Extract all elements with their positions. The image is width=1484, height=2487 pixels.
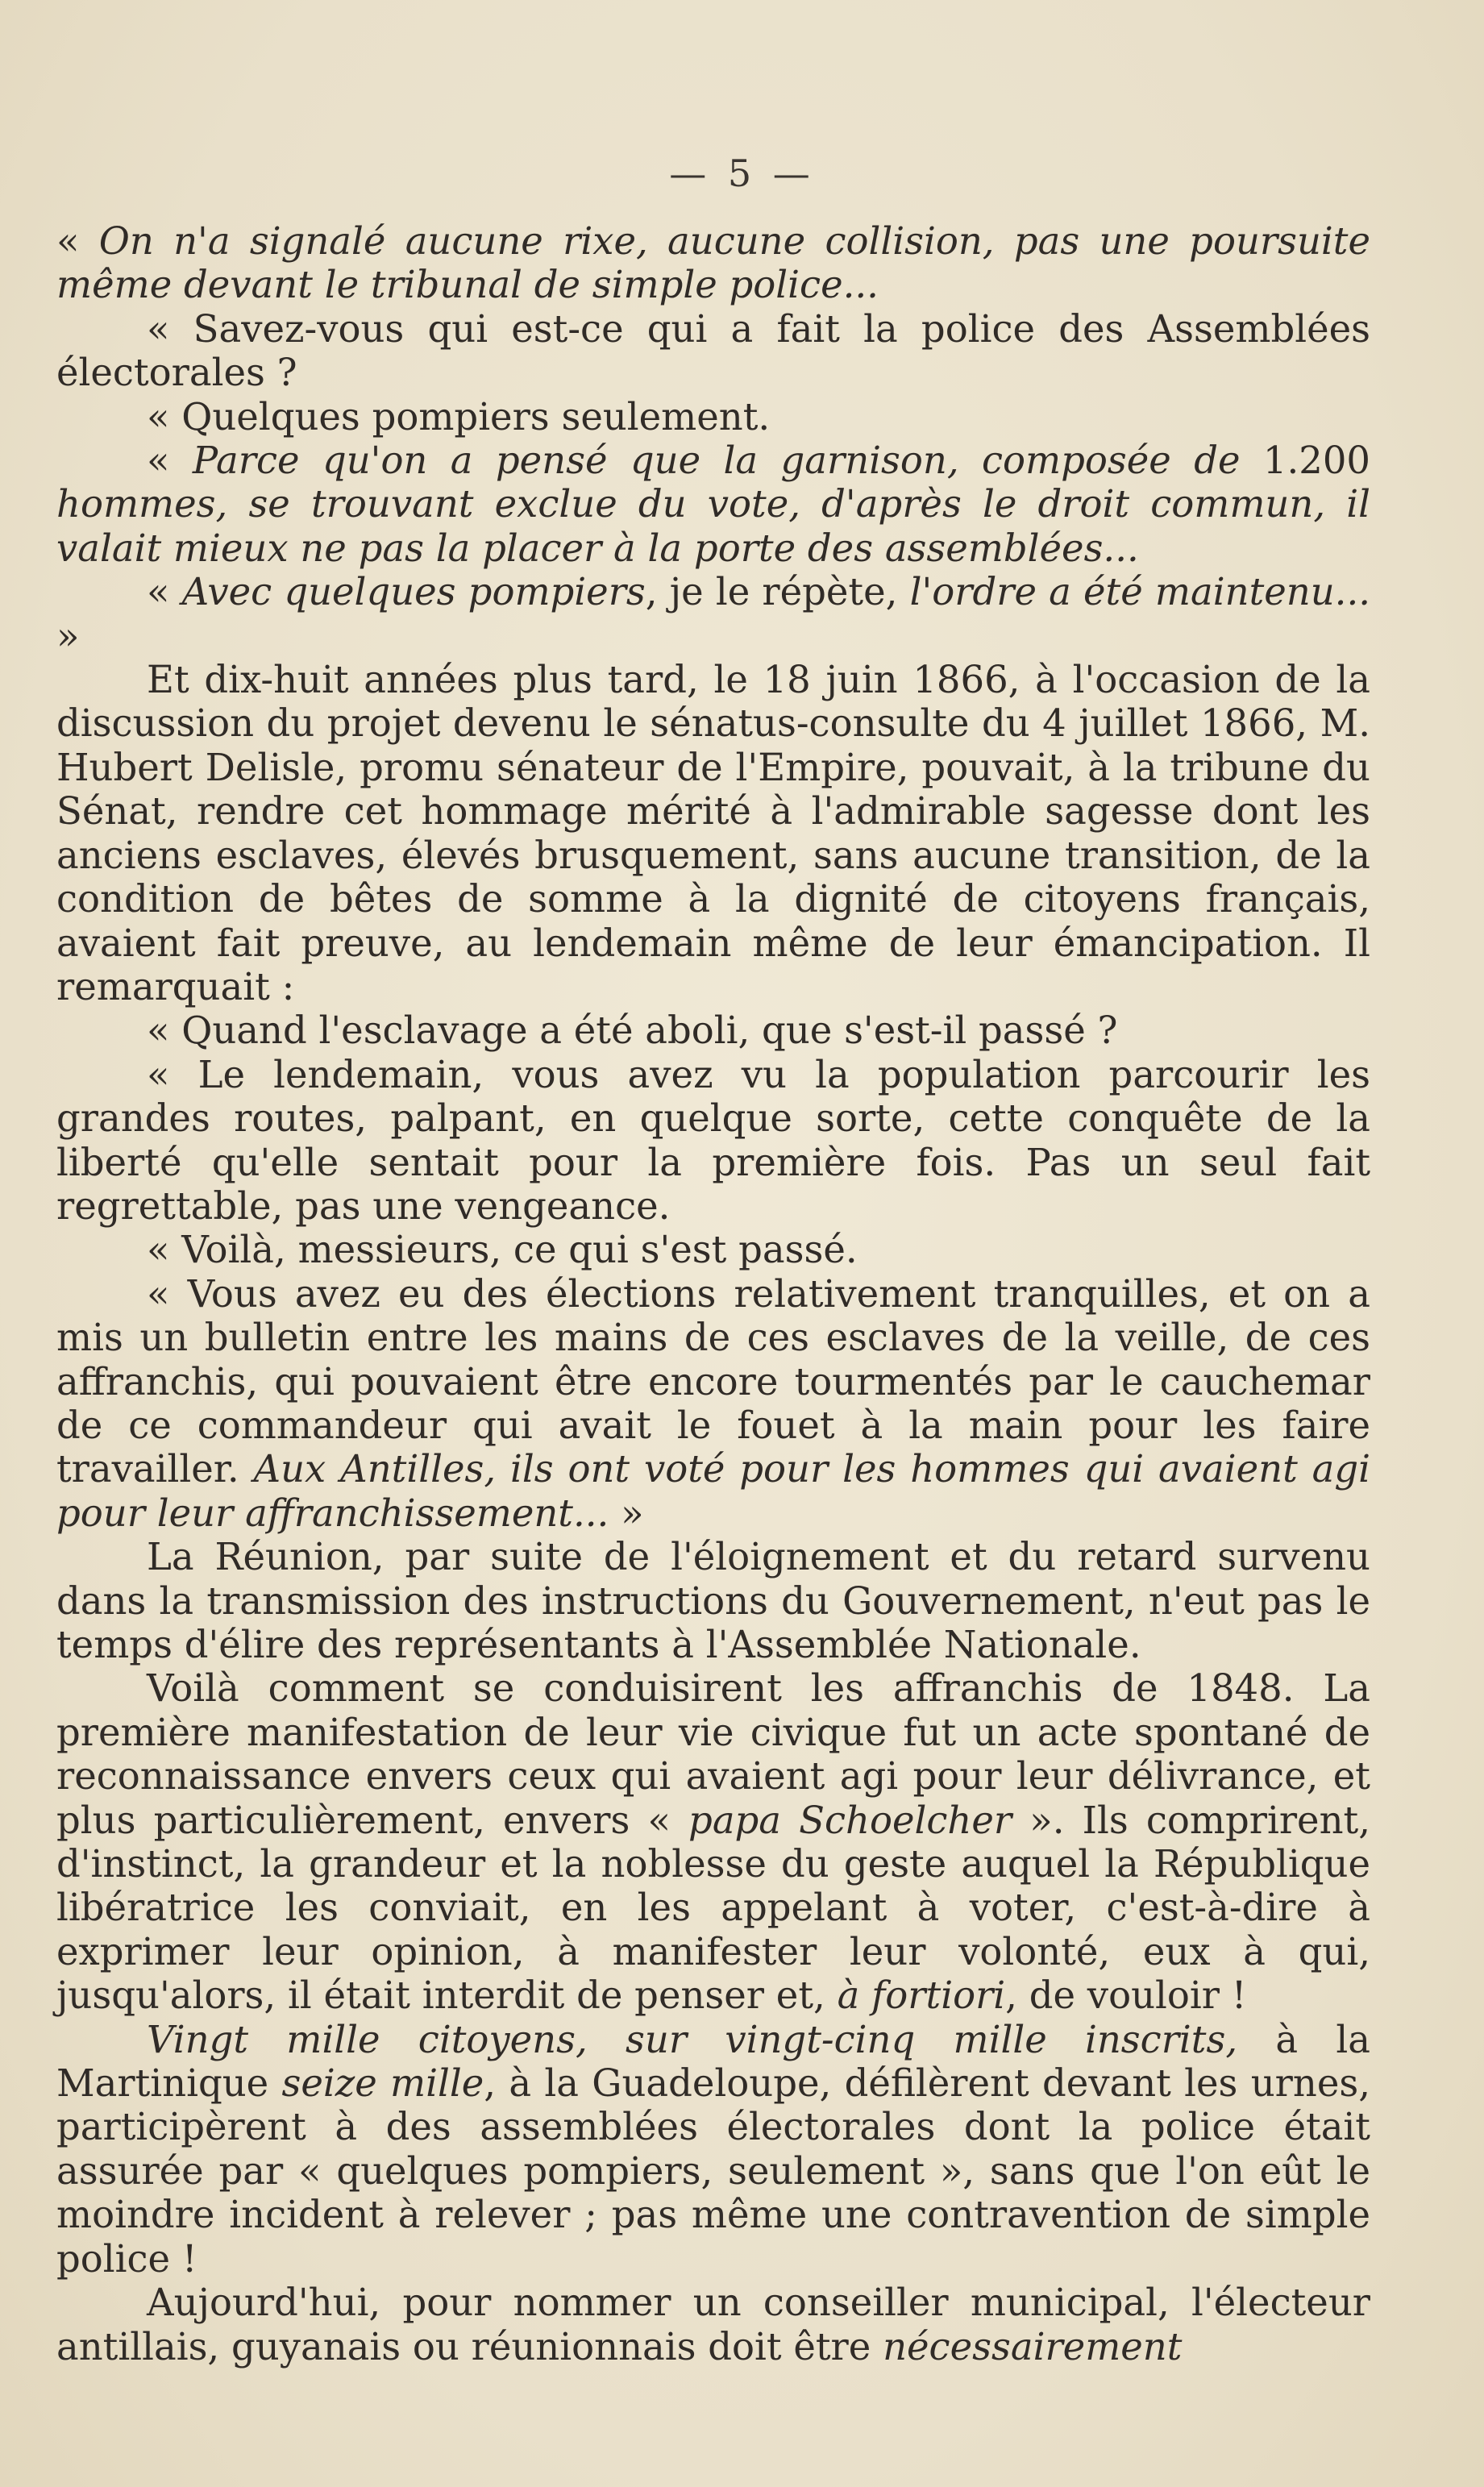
italic-text-run: Avec quelques pompiers <box>181 570 646 614</box>
italic-text-run: Parce qu'on a pensé que la garnison, composée de <box>192 439 1263 483</box>
text-run: « <box>147 570 182 614</box>
text-run: La Réunion, par suite de l'éloignement et du retard survenu dans la transmission des instructions du Gouvernement, n'eut pas le temps d'élire des représentants à l'Assemblée Nationale. <box>56 1535 1370 1666</box>
italic-text-run: nécessairement <box>883 2324 1183 2368</box>
paragraph <box>56 395 1370 439</box>
paragraph <box>56 1009 1370 1052</box>
italic-text-run: seize mille <box>281 2061 484 2106</box>
paragraph <box>56 2281 1370 2368</box>
paragraph <box>56 1535 1370 1666</box>
text-run: ». Ils comprirent, d'instinct, la grandeur et la noblesse du geste auquel la République libératrice les conviait, en les appelant à voter, c'est-à-dire à exprimer leur opinion, à manifester leur volonté, eux à qui, jusqu'alors, il était interdit de penser et, <box>56 1798 1370 2018</box>
italic-text-run: hommes, se trouvant exclue du vote, d'après le droit commun, il valait mieux ne pas la placer à la porte des assemblées... <box>56 482 1370 570</box>
italic-text-run: l'ordre a été maintenu... <box>909 570 1371 614</box>
text-run: « Quelques pompiers seulement. <box>147 394 771 439</box>
text-run: Voilà comment se conduisirent les affranchis de 1848. La première manifestation de leur vie civique fut un acte spontané de reconnaissance envers ceux qui avaient agi pour leur délivrance, et plus particulièrement, envers « <box>56 1666 1370 1842</box>
italic-text-run: à fortiori <box>837 1973 1006 2018</box>
italic-text-run: papa Schoelcher <box>688 1798 1012 1842</box>
paragraph <box>56 2018 1370 2281</box>
text-run: à la Martinique <box>56 2017 1370 2106</box>
paragraph <box>56 570 1370 658</box>
paragraph <box>56 1228 1370 1271</box>
text-run: « Voilà, messieurs, ce qui s'est passé. <box>147 1228 858 1272</box>
text-run: « <box>56 219 99 263</box>
text-run: Aujourd'hui, pour nommer un conseiller municipal, l'électeur antillais, guyanais ou réunionnais doit être <box>56 2281 1370 2368</box>
text-run: » <box>609 1491 644 1535</box>
text-run: Et dix-huit années plus tard, le 18 juin 1866, à l'occasion de la discussion du projet devenu le sénatus-consulte du 4 juillet 1866, M. Hubert Delisle, promu sénateur de l'Empire, pouvait, à la tribune du Sénat, rendre cet hommage mérité à l'admirable sagesse dont les anciens esclaves, élevés brusquement, sans aucune transition, de la condition de bêtes de somme à la dignité de citoyens français, avaient fait preuve, au lendemain même de leur émancipation. Il remarquait : <box>56 658 1370 1009</box>
paragraph <box>56 439 1370 570</box>
paragraph <box>56 219 1370 307</box>
text-run: , à la Guadeloupe, défilèrent devant les urnes, participèrent à des assemblées électorales dont la police était assurée par « quelques pompiers, seulement », sans que l'on eût le moindre incident à relever ; pas même une contravention de simple police ! <box>56 2061 1371 2281</box>
text-run: » <box>56 613 80 658</box>
text-run: , de vouloir ! <box>1005 1973 1247 2018</box>
italic-text-run: On n'a signalé aucune rixe, aucune collision, pas une poursuite même devant le tribunal de simple police... <box>56 219 1371 307</box>
text-run: « Le lendemain, vous avez vu la population parcourir les grandes routes, palpant, en quelque sorte, cette conquête de la liberté qu'elle sentait pour la première fois. Pas un seul fait regrettable, pas une vengeance. <box>56 1052 1370 1228</box>
italic-text-run: Aux Antilles, ils ont voté pour les hommes qui avaient agi pour leur affranchissement... <box>56 1447 1370 1535</box>
text-run: « <box>147 439 193 483</box>
page-number: — 5 — <box>669 152 815 195</box>
text-run: « Vous avez eu des élections relativement tranquilles, et on a mis un bulletin entre les mains de ces esclaves de la veille, de ces affranchis, qui pouvaient être encore tourmentés par le cauchemar de ce commandeur qui avait le fouet à la main pour les faire travailler. <box>56 1271 1370 1491</box>
paragraph <box>56 1053 1370 1229</box>
text-run: « Savez-vous qui est-ce qui a fait la police des Assemblées électorales ? <box>56 306 1370 395</box>
text-run: , je le répète, <box>645 570 910 614</box>
paragraph <box>56 658 1370 1009</box>
text-run: « Quand l'esclavage a été aboli, que s'est-il passé ? <box>147 1009 1118 1053</box>
body-text <box>56 219 1370 2368</box>
italic-text-run: Vingt mille citoyens, sur vingt-cinq mille inscrits, <box>147 2017 1238 2061</box>
paragraph <box>56 307 1370 395</box>
paragraph <box>56 1666 1370 2017</box>
text-run: 1.200 <box>1262 439 1370 483</box>
paragraph <box>56 1272 1370 1535</box>
